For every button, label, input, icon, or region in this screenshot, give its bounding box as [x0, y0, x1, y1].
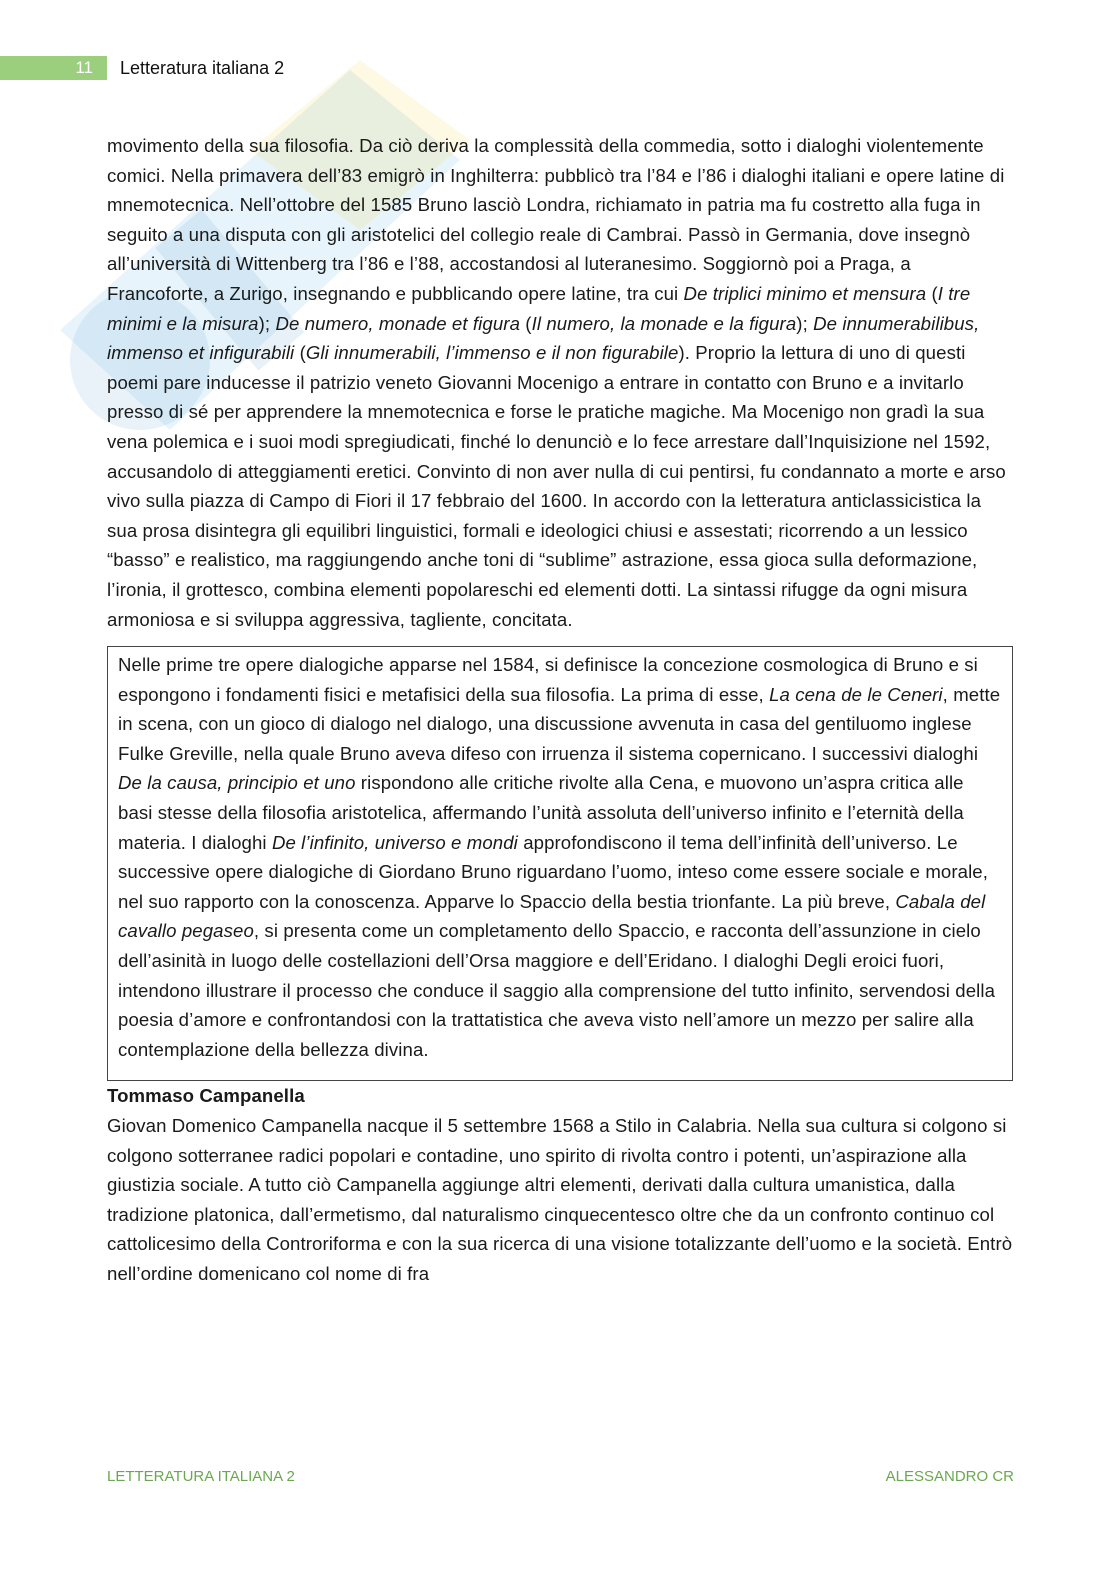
running-header-title: Letteratura italiana 2	[120, 58, 285, 78]
boxed-note	[107, 646, 1013, 1081]
boxed-note-text: Nelle prime tre opere dialogiche apparse nel 1584, si definisce la concezione cosmologica di Bruno e si espongono i fondamenti fisici e metafisici della sua filosofia. La prima di esse, La cena de le Ceneri, mette in scena, con un gioco di dialogo nel dialogo, una discussione avvenuta in casa del gentiluomo inglese Fulke Greville, nella quale Bruno aveva difeso con irruenza il sistema copernicano. I successivi dialoghi De la causa, principio et uno rispondono alle critiche rivolte alla Cena, e muovono un’aspra critica alle basi stesse della filosofia aristotelica, affermando l’unità assoluta dell’universo infinito e l’eternità della materia. I dialoghi De l’infinito, universo e mondi approfondiscono il tema dell’infinità dell’universo. Le successive opere dialogiche di Giordano Bruno riguardano l’uomo, inteso come essere sociale e morale, nel suo rapporto con la conoscenza. Apparve lo Spaccio della bestia trionfante. La più breve, Cabala del cavallo pegaseo, si presenta come un completamento dello Spaccio, e racconta dell’assunzione in cielo dell’asinità in luogo delle costellazioni dell’Orsa maggiore e dell’Eridano. I dialoghi Degli eroici fuori, intendono illustrare il processo che conduce il saggio alla comprensione del tutto infinito, servendosi della poesia d’amore e confrontandosi con la trattatistica che aveva visto nell’amore un mezzo per salire alla contemplazione della bellezza divina.	[118, 654, 1001, 1060]
body-paragraph: Giovan Domenico Campanella nacque il 5 settembre 1568 a Stilo in Calabria. Nella sua cultura si colgono si colgono sotterranee radici popolari e contadine, uno spirito di rivolta contro i potenti, un’aspirazione alla giustizia sociale. A tutto ciò Campanella aggiunge altri elementi, derivati dalla cultura umanistica, dalla tradizione platonica, dall’ermetismo, dal naturalismo cinquecentesco oltre che da un confronto continuo col cattolicesimo della Controriforma e con la sua ricerca di una visione totalizzante dell’uomo e la società. Entrò nell’ordine domenicano col nome di fra	[107, 1115, 1013, 1284]
page-body	[107, 131, 1013, 1289]
footer-title: LETTERATURA ITALIANA 2	[107, 1468, 295, 1485]
body-paragraph: movimento della sua filosofia. Da ciò deriva la complessità della commedia, sotto i dialoghi violentemente comici. Nella primavera dell’83 emigrò in Inghilterra: pubblicò tra l’84 e l’86 i dialoghi italiani e opere latine di mnemotecnica. Nell’ottobre del 1585 Bruno lasciò Londra, richiamato in patria ma fu costretto alla fuga in seguito a una disputa con gli aristotelici del collegio reale di Cambrai. Passò in Germania, dove insegnò all’università di Wittenberg tra l’86 e l’88, accostandosi al luteranesimo. Soggiornò poi a Praga, a Francoforte, a Zurigo, insegnando e pubblicando opere latine, tra cui De triplici minimo et mensura (I tre minimi e la misura); De numero, monade et figura (Il numero, la monade e la figura); De innumerabilibus, immenso et infigurabili (Gli innumerabili, l’immenso e il non figurabile). Proprio la lettura di uno di questi poemi pare inducesse il patrizio veneto Giovanni Mocenigo a entrare in contatto con Bruno e a invitarlo presso di sé per apprendere la mnemotecnica e forse le pratiche magiche. Ma Mocenigo non gradì la sua vena polemica e i suoi modi spregiudicati, finché lo denunciò e lo fece arrestare dall’Inquisizione nel 1592, accusandolo di atteggiamenti eretici. Convinto di non aver nulla di cui pentirsi, fu condannato a morte e arso vivo sulla piazza di Campo di Fiori il 17 febbraio del 1600. In accordo con la letteratura anticlassicistica la sua prosa disintegra gli equilibri linguistici, formali e ideologici chiusi e assestati; ricorrendo a un lessico “basso” e realistico, ma raggiungendo anche toni di “sublime” astrazione, essa gioca sulla deformazione, l’ironia, il grottesco, combina elementi popolareschi ed elementi dotti. La sintassi rifugge da ogni misura armoniosa e si sviluppa aggressiva, tagliente, concitata.	[107, 135, 1006, 630]
section-heading: Tommaso Campanella	[107, 1085, 305, 1107]
footer-author: ALESSANDRO CR	[885, 1468, 1014, 1485]
page-number: 11	[0, 56, 107, 80]
